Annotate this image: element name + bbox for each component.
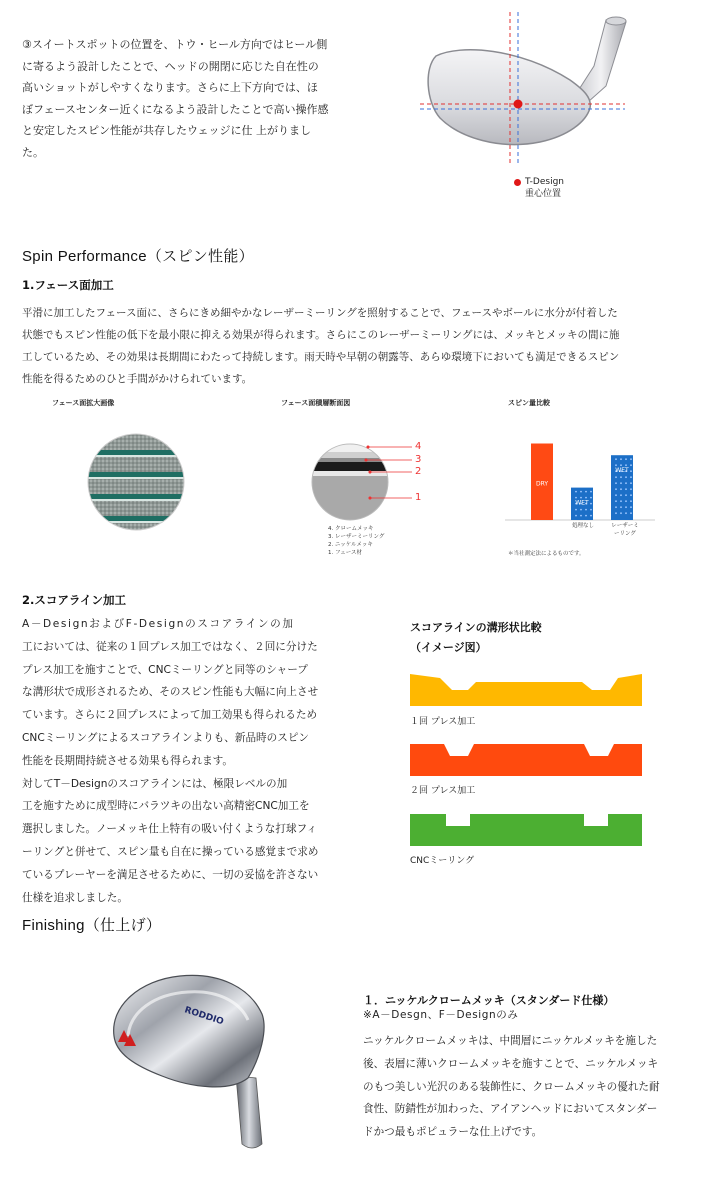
water-droplet-icon bbox=[625, 506, 627, 508]
water-droplet-icon bbox=[625, 494, 627, 496]
score-line: 工においては、従来の１回プレス加工ではなく、２回に分けた bbox=[22, 640, 318, 653]
intro-line: と安定したスピン性能が共存したウェッジに仕 上がりまし bbox=[22, 124, 312, 137]
intro-line: ③スイートスポットの位置を、トウ・ヒール方向ではヒール側 bbox=[22, 38, 328, 51]
scoreline-subheading: 2.スコアライン加工 bbox=[22, 593, 127, 607]
water-droplet-icon bbox=[625, 482, 627, 484]
water-droplet-icon bbox=[630, 464, 632, 466]
water-droplet-icon bbox=[625, 488, 627, 490]
water-droplet-icon bbox=[575, 491, 577, 493]
water-droplet-icon bbox=[630, 458, 632, 460]
groove-profile-shape bbox=[410, 744, 642, 776]
spin-note: ＊当社測定法によるものです。 bbox=[508, 551, 585, 557]
water-droplet-icon bbox=[630, 476, 632, 478]
water-droplet-icon bbox=[625, 476, 627, 478]
scoreline-paragraph bbox=[22, 613, 362, 909]
water-droplet-icon bbox=[625, 512, 627, 514]
water-droplet-icon bbox=[575, 509, 577, 511]
groove-profile-2-label: ２回 プレス加工 bbox=[410, 786, 476, 796]
finishing-item-title: １．ニッケルクロームメッキ（スタンダード仕様） bbox=[363, 994, 615, 1007]
water-droplet-icon bbox=[580, 497, 582, 499]
groove-profile-1 bbox=[410, 674, 642, 710]
groove-compare-title-line1: スコアラインの溝形状比較 bbox=[410, 621, 542, 634]
water-droplet-icon bbox=[620, 494, 622, 496]
water-droplet-icon bbox=[615, 500, 617, 502]
layer-legend-item: 1. フェース材 bbox=[328, 550, 362, 556]
layer-number-2: 2 bbox=[415, 466, 422, 477]
spin-bar-label: WET bbox=[575, 499, 589, 507]
groove-compare-title bbox=[410, 618, 542, 658]
spin-compare-caption: スピン量比較 bbox=[508, 399, 550, 407]
water-droplet-icon bbox=[615, 464, 617, 466]
face-line: 平滑に加工したフェース面に、さらにきめ細やかなレーザーミーリングを照射することで、フェースやボールに水分が付着した bbox=[22, 307, 618, 319]
wedge-brand-text: RODDIO bbox=[183, 1005, 225, 1028]
spin-bar-xlabel-2: レーザーミーリング bbox=[611, 523, 639, 537]
water-droplet-icon bbox=[590, 509, 592, 511]
finishing-line: 後、表層に薄いクロームメッキを施すことで、ニッケルメッキ bbox=[363, 1057, 659, 1070]
water-droplet-icon bbox=[620, 482, 622, 484]
water-droplet-icon bbox=[615, 506, 617, 508]
water-droplet-icon bbox=[615, 512, 617, 514]
layer-legend bbox=[328, 525, 384, 557]
cg-legend-desc: 重心位置 bbox=[525, 189, 562, 199]
face-closeup-image bbox=[86, 432, 186, 532]
finishing-line: のもつ美しい光沢のある装飾性に、クロームメッキの優れた耐 bbox=[363, 1080, 660, 1093]
face-line: 性能を得るためのひと手間がかけられています。 bbox=[22, 373, 253, 385]
finishing-paragraph bbox=[363, 1030, 703, 1144]
water-droplet-icon bbox=[625, 500, 627, 502]
water-droplet-icon bbox=[630, 494, 632, 496]
water-droplet-icon bbox=[615, 494, 617, 496]
score-line: 対してT－Designのスコアラインには、極限レベルの加 bbox=[22, 777, 288, 790]
cg-legend-name: T-Design bbox=[525, 177, 564, 187]
face-line: 工しているため、その効果は長期間にわたって持続します。雨天時や早朝の朝露等、あらゆ環境下においても満足できるスピン bbox=[22, 351, 620, 363]
groove-profile-3-label: CNCミーリング bbox=[410, 856, 475, 866]
water-droplet-icon bbox=[585, 497, 587, 499]
water-droplet-icon bbox=[590, 503, 592, 505]
water-droplet-icon bbox=[580, 515, 582, 517]
layer-legend-item: 2. ニッケルメッキ bbox=[328, 542, 373, 548]
score-line: 工を施すために成型時にバラツキの出ない高精密CNC加工を bbox=[22, 800, 310, 813]
intro-paragraph bbox=[22, 34, 367, 163]
face-treatment-paragraph bbox=[22, 302, 702, 390]
water-droplet-icon bbox=[585, 509, 587, 511]
spin-bar-xlabel-1: 処理なし bbox=[572, 523, 595, 529]
finishing-line: 食性、防錆性が加わった、アイアンヘッドにおいてスタンダー bbox=[363, 1103, 658, 1116]
water-droplet-icon bbox=[630, 500, 632, 502]
finishing-line: ドかつ最もポピュラーな仕上げです。 bbox=[363, 1126, 543, 1139]
layer-number-4: 4 bbox=[415, 441, 422, 452]
water-droplet-icon bbox=[630, 506, 632, 508]
intro-line: 高いショットがしやすくなります。さらに上下方向では、ほ bbox=[22, 81, 318, 94]
face-treatment-subheading: 1.フェース面加工 bbox=[22, 278, 114, 292]
score-line: プレス加工を施すことで、CNCミーリングと同等のシャープ bbox=[22, 663, 308, 676]
score-line: A－DesignおよびF-Designのスコアラインの加 bbox=[22, 618, 295, 630]
water-droplet-icon bbox=[620, 458, 622, 460]
score-line: 選択しました。ノーメッキ仕上特有の吸い付くような打球フィ bbox=[22, 823, 317, 836]
score-line: 性能を長期間持続させる効果も得られます。 bbox=[22, 754, 234, 767]
score-line: ーリングと併せて、スピン量も自在に操っている感覚まで求め bbox=[22, 845, 319, 858]
score-line: ています。さらに２回プレスによって加工効果も得られるため bbox=[22, 709, 318, 722]
water-droplet-icon bbox=[630, 512, 632, 514]
water-droplet-icon bbox=[625, 464, 627, 466]
wedge-head-cg-diagram bbox=[400, 8, 640, 168]
groove-profile-shape bbox=[410, 674, 642, 706]
layer-number-3: 3 bbox=[415, 454, 422, 465]
water-droplet-icon bbox=[615, 458, 617, 460]
layer-legend-item: 3. レーザーミーリング bbox=[328, 534, 385, 540]
water-droplet-icon bbox=[615, 476, 617, 478]
water-droplet-icon bbox=[620, 500, 622, 502]
water-droplet-icon bbox=[575, 497, 577, 499]
wedge-product-image bbox=[100, 966, 280, 1156]
score-line: な溝形状で成形されるため、そのスピン性能も大幅に向上させ bbox=[22, 686, 319, 699]
face-line: 状態でもスピン性能の低下を最小限に抑える効果が得られます。さらにこのレーザーミーリングには、メッキとメッキの間に施 bbox=[22, 329, 620, 341]
intro-line: た。 bbox=[22, 145, 44, 159]
spin-bar bbox=[611, 455, 633, 520]
water-droplet-icon bbox=[615, 488, 617, 490]
spin-bar-label: WET bbox=[615, 467, 629, 475]
cg-legend bbox=[514, 176, 564, 200]
groove-profile-1-label: １回 プレス加工 bbox=[410, 717, 476, 727]
groove-profile-3 bbox=[410, 814, 642, 848]
spin-bar-label: DRY bbox=[535, 480, 549, 488]
water-droplet-icon bbox=[585, 515, 587, 517]
water-droplet-icon bbox=[585, 491, 587, 493]
cross-section-image bbox=[310, 432, 430, 532]
water-droplet-icon bbox=[590, 497, 592, 499]
water-droplet-icon bbox=[615, 482, 617, 484]
groove-profile-shape bbox=[410, 814, 642, 846]
finishing-heading: Finishing（仕上げ） bbox=[22, 917, 162, 934]
water-droplet-icon bbox=[620, 506, 622, 508]
groove-compare-title-line2: （イメージ図） bbox=[410, 641, 487, 654]
water-droplet-icon bbox=[620, 488, 622, 490]
layer-number-1: 1 bbox=[415, 492, 422, 503]
water-droplet-icon bbox=[620, 476, 622, 478]
water-droplet-icon bbox=[590, 515, 592, 517]
water-droplet-icon bbox=[590, 491, 592, 493]
water-droplet-icon bbox=[630, 482, 632, 484]
intro-line: ぼフェースセンター近くになるよう設計したことで高い操作感 bbox=[22, 102, 329, 116]
spin-compare-chart bbox=[505, 425, 665, 535]
score-line: 仕様を追求しました。 bbox=[22, 891, 128, 904]
water-droplet-icon bbox=[580, 509, 582, 511]
spin-heading: Spin Performance（スピン性能） bbox=[22, 248, 254, 265]
cg-dot-icon bbox=[514, 179, 521, 186]
water-droplet-icon bbox=[625, 458, 627, 460]
layer-legend-item: 4. クロームメッキ bbox=[328, 526, 374, 532]
water-droplet-icon bbox=[630, 470, 632, 472]
intro-line: に寄るよう設計したことで、ヘッドの開閉に応じた自在性の bbox=[22, 59, 319, 73]
face-closeup-caption: フェース面拡大画像 bbox=[52, 399, 115, 407]
water-droplet-icon bbox=[575, 515, 577, 517]
score-line: ているプレーヤーを満足させるために、一切の妥協を許さない bbox=[22, 868, 319, 881]
finishing-line: ニッケルクロームメッキは、中間層にニッケルメッキを施した bbox=[363, 1035, 658, 1047]
water-droplet-icon bbox=[620, 464, 622, 466]
score-line: CNCミーリングによるスコアラインよりも、新品時のスピン bbox=[22, 731, 310, 744]
finishing-item-note: ※A－Desgn、F－Designのみ bbox=[363, 1009, 519, 1021]
water-droplet-icon bbox=[620, 512, 622, 514]
groove-profile-2 bbox=[410, 744, 642, 778]
water-droplet-icon bbox=[580, 491, 582, 493]
water-droplet-icon bbox=[630, 488, 632, 490]
cross-section-caption: フェース面積層断面図 bbox=[281, 399, 351, 407]
